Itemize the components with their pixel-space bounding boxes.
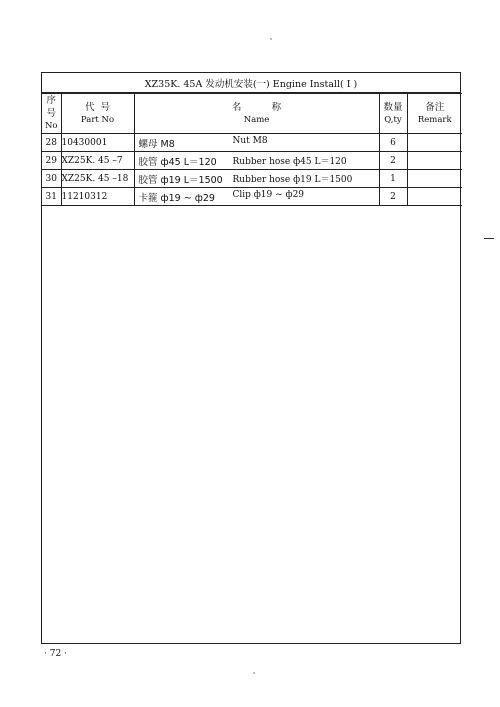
col-header-remark-en: Remark [417, 114, 452, 125]
col-header-name-en: Name [243, 114, 270, 125]
part-number: XZ25K. 45 –7 [61, 152, 134, 170]
part-name [134, 170, 379, 188]
col-header-no [42, 94, 61, 134]
quantity: 2 [379, 152, 407, 170]
page-number: · 72 · [44, 649, 67, 659]
col-header-remark-cn: 备注 [425, 101, 445, 113]
remark [407, 170, 462, 188]
remark [407, 188, 462, 206]
part-number: 11210312 [61, 188, 134, 206]
part-name-cn: 胶管 ф45 L＝120 [138, 156, 217, 168]
col-header-name-cn: 名 称 [231, 101, 282, 113]
part-name-cn: 螺母 M8 [138, 138, 175, 150]
scan-speck [253, 672, 255, 674]
table-row [42, 170, 462, 188]
row-number: 31 [42, 188, 61, 206]
page-title: XZ35K. 45A 发动机安装(一) Engine Install( Ⅰ ) [42, 73, 460, 93]
col-header-qty [379, 94, 407, 134]
part-name-en: Nut M8 [232, 135, 268, 146]
part-name [134, 134, 379, 152]
quantity: 1 [379, 170, 407, 188]
part-name [134, 152, 379, 170]
part-name-cn: 卡箍 ф19 ~ ф29 [138, 192, 215, 204]
table-row [42, 134, 462, 152]
part-name-cn: 胶管 ф19 L＝1500 [138, 174, 223, 186]
table-header-row [42, 94, 462, 134]
row-number: 30 [42, 170, 61, 188]
row-number: 29 [42, 152, 61, 170]
col-header-qty-cn: 数量 [383, 101, 403, 113]
part-name-en: Rubber hose ф45 L＝120 [232, 156, 347, 167]
col-header-no-en: No [44, 121, 58, 131]
part-number: 10430001 [61, 134, 134, 152]
col-header-code-cn: 代 号 [84, 101, 111, 113]
col-header-qty-en: Q,ty [384, 114, 402, 125]
parts-list-frame [41, 72, 461, 644]
col-header-no-cn: 序号 [46, 95, 56, 119]
col-header-remark [407, 94, 462, 134]
part-number: XZ25K. 45 –18 [61, 170, 134, 188]
quantity: 2 [379, 188, 407, 206]
scan-speck [270, 38, 272, 40]
col-header-code-en: Part No [80, 114, 115, 125]
parts-table [42, 93, 462, 206]
margin-dash-mark [484, 238, 494, 239]
row-number: 28 [42, 134, 61, 152]
table-row [42, 188, 462, 206]
col-header-name [134, 94, 379, 134]
remark [407, 134, 462, 152]
part-name-en: Rubber hose ф19 L＝1500 [232, 174, 353, 185]
part-name [134, 188, 379, 206]
table-row [42, 152, 462, 170]
quantity: 6 [379, 134, 407, 152]
col-header-code [61, 94, 134, 134]
remark [407, 152, 462, 170]
part-name-en: Clip ф19 ~ ф29 [232, 189, 305, 200]
